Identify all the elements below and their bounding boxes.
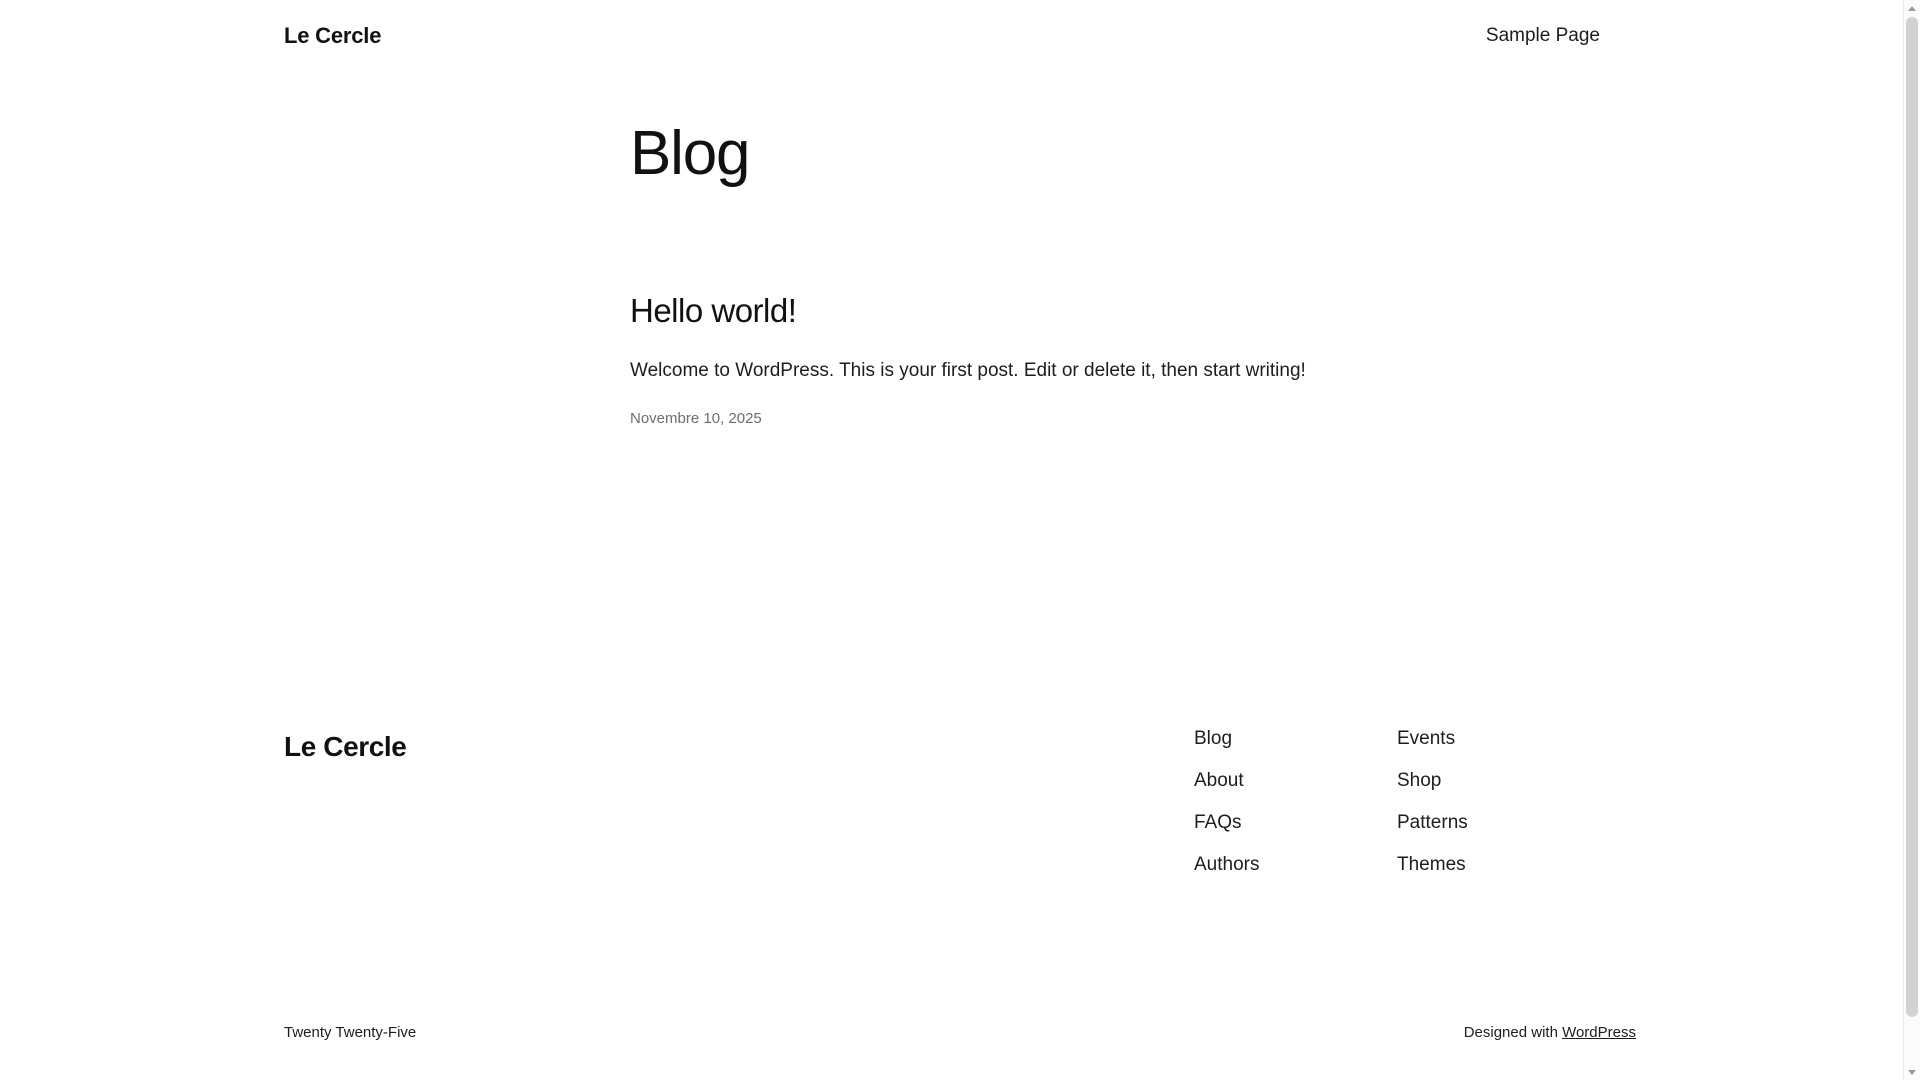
scroll-down-arrow-icon[interactable] [1904,1064,1920,1080]
footer-link-shop[interactable]: Shop [1397,770,1442,791]
list-item [1397,770,1600,792]
theme-credit: Twenty Twenty-Five [284,1024,417,1041]
designed-with-prefix: Designed with [1463,1024,1563,1041]
scrollbar-thumb[interactable] [1906,17,1918,1017]
post-excerpt: Welcome to WordPress. This is your first post. Edit or delete it, then start writing! [630,359,1306,381]
post-title-link[interactable]: Hello world! [630,292,797,330]
footer-link-about[interactable]: About [1194,770,1244,791]
list-item [1194,854,1397,876]
page-title: Blog [630,119,750,188]
site-footer [0,700,1884,1041]
header-navigation [1486,25,1600,47]
post-title [630,291,1630,331]
list-item [1194,812,1397,834]
list-item [1194,770,1397,792]
footer-brand: Le Cercle [284,731,407,762]
footer-bottom [284,1025,1636,1040]
list-item [1397,728,1600,750]
post-list [630,291,1630,426]
post-date: Novembre 10, 2025 [630,410,762,428]
footer-link-columns [1194,700,1600,896]
list-item [1397,812,1600,834]
footer-link-themes[interactable]: Themes [1397,854,1466,875]
footer-column-1 [1194,728,1397,896]
footer-link-blog[interactable]: Blog [1194,728,1233,749]
footer-link-patterns[interactable]: Patterns [1397,812,1468,833]
nav-item-sample-page[interactable]: Sample Page [1485,25,1600,46]
designed-with-credit [1464,1025,1636,1040]
scroll-up-arrow-icon[interactable] [1904,0,1920,16]
site-header [0,0,1884,72]
main-content [630,120,1630,466]
footer-column-2 [1397,728,1600,896]
wordpress-link[interactable]: WordPress [1562,1024,1636,1041]
site-title[interactable]: Le Cercle [284,23,382,48]
footer-link-events[interactable]: Events [1397,728,1456,749]
list-item [1194,728,1397,750]
post-item [630,291,1630,426]
footer-link-faqs[interactable]: FAQs [1194,812,1242,833]
footer-link-authors[interactable]: Authors [1194,854,1260,875]
vertical-scrollbar[interactable] [1903,0,1920,1080]
list-item [1397,854,1600,876]
footer-top [284,700,1600,896]
